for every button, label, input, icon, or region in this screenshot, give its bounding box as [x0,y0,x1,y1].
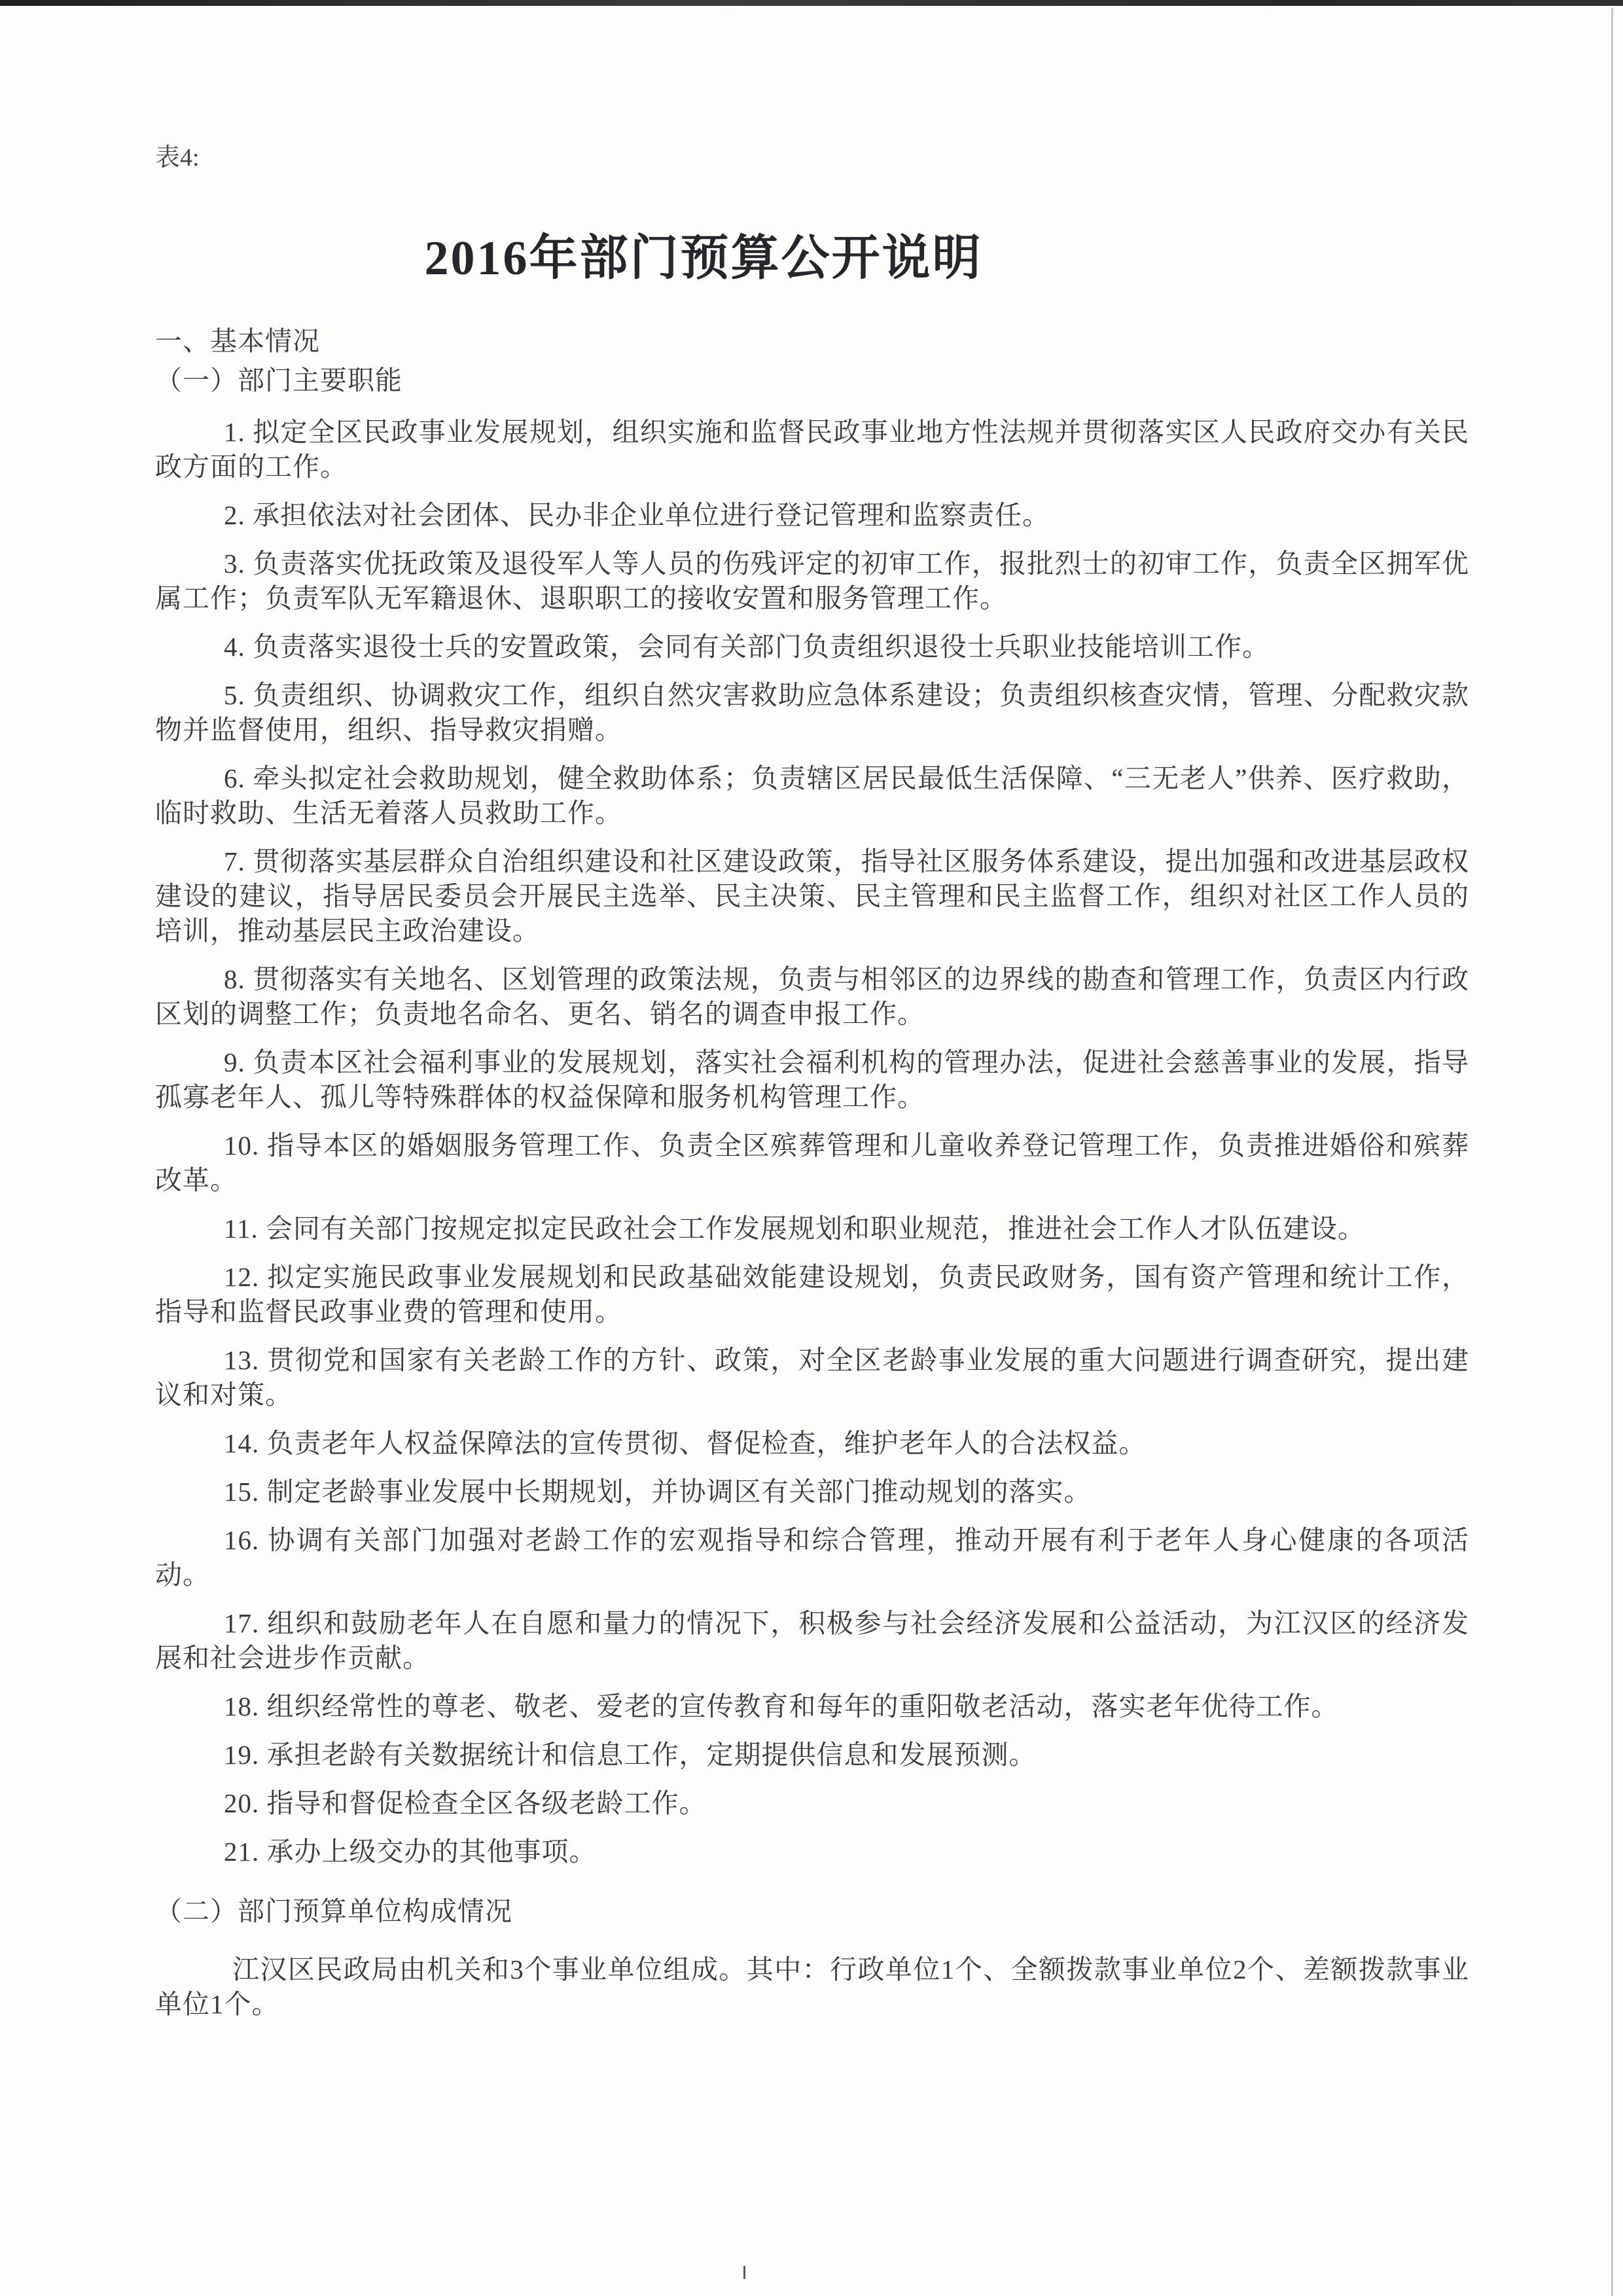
function-item-1: 1. 拟定全区民政事业发展规划，组织实施和监督民政事业地方性法规并贯彻落实区人民政府交办有关民政方面的工作。 [155,417,1469,482]
scan-right-edge-artifact [1611,8,1613,2296]
table-label: 表4: [155,144,200,171]
function-item-5: 5. 负责组织、协调救灾工作，组织自然灾害救助应急体系建设；负责组织核查灾情，管理、分配救灾款物并监督使用，组织、指导救灾捐赠。 [155,680,1469,745]
function-item-11: 11. 会同有关部门按规定拟定民政社会工作发展规划和职业规范，推进社会工作人才队伍建设。 [224,1213,1365,1244]
function-item-4: 4. 负责落实退役士兵的安置政策，会同有关部门负责组织退役士兵职业技能培训工作。 [224,632,1270,662]
function-item-16: 16. 协调有关部门加强对老龄工作的宏观指导和综合管理，推动开展有利于老年人身心健康的各项活动。 [155,1525,1469,1590]
function-item-2: 2. 承担依法对社会团体、民办非企业单位进行登记管理和监察责任。 [224,500,1050,530]
function-item-6: 6. 牵头拟定社会救助规划，健全救助体系；负责辖区居民最低生活保障、“三无老人”供养、医疗救助，临时救助、生活无着落人员救助工作。 [155,763,1469,828]
function-item-18: 18. 组织经常性的尊老、敬老、爱老的宣传教育和每年的重阳敬老活动，落实老年优待工作。 [224,1691,1339,1721]
function-item-19: 19. 承担老龄有关数据统计和信息工作，定期提供信息和发展预测。 [224,1740,1037,1770]
function-item-20: 20. 指导和督促检查全区各级老龄工作。 [224,1788,707,1818]
closing-paragraph: 江汉区民政局由机关和3个事业单位组成。其中：行政单位1个、全额拨款事业单位2个、差额拨款事业单位1个。 [155,1954,1469,2019]
function-item-10: 10. 指导本区的婚姻服务管理工作、负责全区殡葬管理和儿童收养登记管理工作，负责推进婚俗和殡葬改革。 [155,1130,1469,1195]
function-item-21: 21. 承办上级交办的其他事项。 [224,1837,597,1867]
function-item-13: 13. 贯彻党和国家有关老龄工作的方针、政策，对全区老龄事业发展的重大问题进行调查研究，提出建议和对策。 [155,1345,1469,1410]
function-item-9: 9. 负责本区社会福利事业的发展规划，落实社会福利机构的管理办法，促进社会慈善事业的发展，指导孤寡老年人、孤儿等特殊群体的权益保障和服务机构管理工作。 [155,1047,1469,1112]
section-heading: 一、基本情况 [155,326,320,356]
function-item-8: 8. 贯彻落实有关地名、区划管理的政策法规，负责与相邻区的边界线的勘查和管理工作，负责区内行政区划的调整工作；负责地名命名、更名、销名的调查申报工作。 [155,964,1469,1029]
subsection-a-heading: （一）部门主要职能 [155,365,402,395]
function-item-12: 12. 拟定实施民政事业发展规划和民政基础效能建设规划，负责民政财务，国有资产管理和统计工作，指导和监督民政事业费的管理和使用。 [155,1262,1469,1327]
document-content [155,0,1469,2022]
scan-bottom-mark-artifact [743,2266,745,2279]
page-title: 2016年部门预算公开说明 [424,232,983,285]
function-item-17: 17. 组织和鼓励老年人在自愿和量力的情况下，积极参与社会经济发展和公益活动，为江汉区的经济发展和社会进步作贡献。 [155,1608,1469,1673]
function-item-15: 15. 制定老龄事业发展中长期规划，并协调区有关部门推动规划的落实。 [224,1477,1092,1507]
subsection-b-heading: （二）部门预算单位构成情况 [155,1896,512,1926]
function-item-14: 14. 负责老年人权益保障法的宣传贯彻、督促检查，维护老年人的合法权益。 [224,1428,1147,1458]
function-item-7: 7. 贯彻落实基层群众自治组织建设和社区建设政策，指导社区服务体系建设，提出加强和改进基层政权建设的建议，指导居民委员会开展民主选举、民主决策、民主管理和民主监督工作，组织对社区工作人员的培训，推动基层民主政治建设。 [155,846,1469,946]
function-item-3: 3. 负责落实优抚政策及退役军人等人员的伤残评定的初审工作，报批烈士的初审工作，负责全区拥军优属工作；负责军队无军籍退休、退职职工的接收安置和服务管理工作。 [155,548,1469,613]
